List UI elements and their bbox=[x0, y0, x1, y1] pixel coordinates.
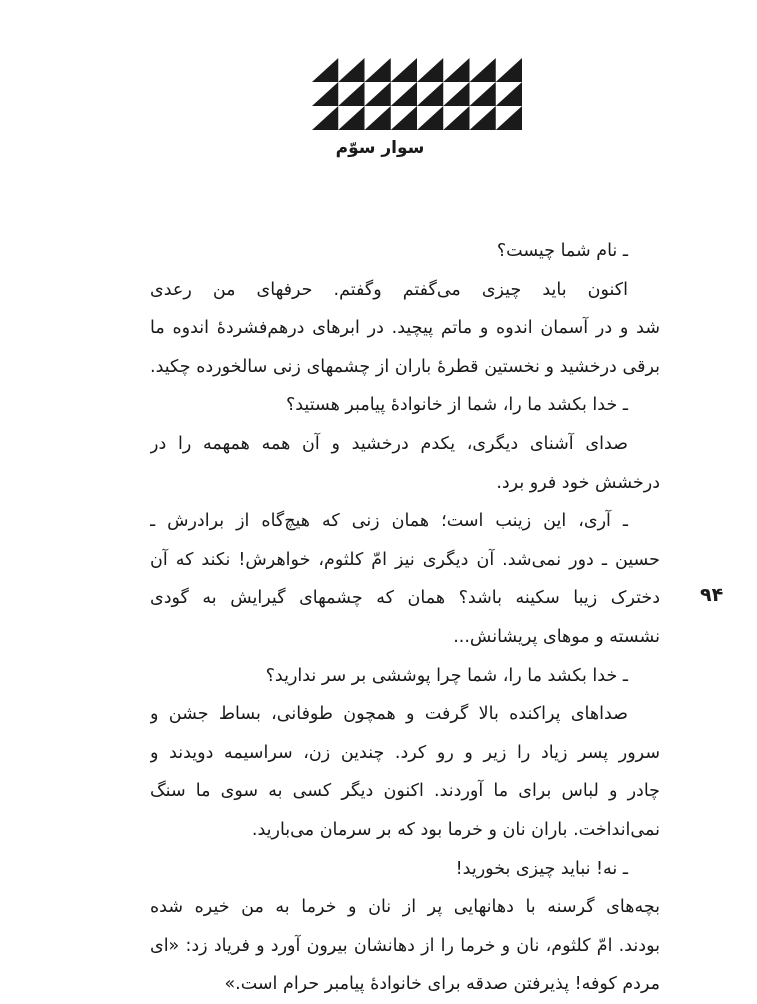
ornament-triangle bbox=[443, 106, 469, 130]
text-line: ـ نام شما چیست؟ bbox=[496, 241, 628, 261]
text-line: بچه‌های گرسنه با دهانهایی پر از نان و خرما به من خیره شده bbox=[150, 897, 660, 918]
ornament-triangle bbox=[365, 58, 391, 82]
ornament-triangle bbox=[470, 106, 496, 130]
text-line: حسین ـ دور نمی‌شد. آن دیگری نیز امّ کلثوم، خواهرش! نکند که آن bbox=[150, 549, 660, 570]
text-line: چادر و لباس برای ما آوردند. اکنون دیگر کسی به سوی ما سنگ bbox=[150, 781, 660, 802]
text-line: صدای آشنای دیگری، یکدم درخشید و آن همه همهمه را در bbox=[150, 433, 628, 454]
ornament-triangle bbox=[391, 106, 417, 130]
ornament-triangle bbox=[417, 106, 443, 130]
text-line: درخشش خود فرو برد. bbox=[496, 472, 660, 493]
text-line: ـ خدا بکشد ما را، شما از خانوادهٔ پیامبر هستید؟ bbox=[285, 395, 628, 416]
text-line: نمی‌انداخت. باران نان و خرما بود که بر سرمان می‌بارید. bbox=[251, 819, 660, 840]
text-line: نشسته و موهای پریشانش... bbox=[453, 626, 660, 647]
chapter-title: سوار سوّم bbox=[335, 138, 425, 158]
ornament-triangle bbox=[496, 106, 522, 130]
ornament-triangle bbox=[443, 58, 469, 82]
ornament-triangle bbox=[312, 106, 338, 130]
ornament-triangle bbox=[417, 82, 443, 106]
ornament-triangle bbox=[312, 58, 338, 82]
text-line: ـ آری، این زینب است؛ همان زنی که هیچ‌گاه از برادرش ـ bbox=[150, 511, 628, 532]
text-line: سرور پسر زیاد را زیر و رو کرد. چندین زن، سراسیمه دویدند و bbox=[150, 742, 660, 763]
text-line: ـ نه! نباید چیزی بخورید! bbox=[455, 858, 628, 879]
text-line: برقی درخشید و نخستین قطرهٔ باران از چشمهای زنی سالخورده چکید. bbox=[150, 356, 660, 377]
ornament-triangle bbox=[496, 58, 522, 82]
text-line: ـ خدا بکشد ما را، شما چرا پوششی بر سر ندارید؟ bbox=[265, 665, 628, 686]
ornament-triangle bbox=[391, 82, 417, 106]
ornament-triangle bbox=[312, 82, 338, 106]
ornament-triangle bbox=[417, 58, 443, 82]
text-line: شد و در آسمان اندوه و ماتم پیچید. در ابرهای درهم‌فشردهٔ اندوه ما bbox=[150, 318, 660, 339]
ornament-triangle bbox=[470, 58, 496, 82]
ornament-triangle bbox=[365, 82, 391, 106]
ornament-triangle bbox=[365, 106, 391, 130]
ornament-triangle bbox=[338, 106, 364, 130]
text-line: دخترک زیبا سکینه باشد؟ همان که چشمهای گیرایش به گودی bbox=[150, 588, 660, 609]
ornament-triangle bbox=[496, 82, 522, 106]
ornament-triangle bbox=[470, 82, 496, 106]
text-line: اکنون باید چیزی می‌گفتم وگفتم. حرفهای من رعدی bbox=[150, 279, 628, 300]
text-line: بودند. امّ کلثوم، نان و خرما را از دهانشان بیرون آورد و فریاد زد: «ای bbox=[150, 935, 660, 956]
body-text bbox=[150, 232, 660, 1004]
ornament-triangle bbox=[443, 82, 469, 106]
ornament-triangle bbox=[338, 58, 364, 82]
text-line: مردم کوفه! پذیرفتن صدقه برای خانوادهٔ پیامبر حرام است.» bbox=[224, 974, 660, 995]
ornament-triangle bbox=[391, 58, 417, 82]
text-line: صداهای پراکنده بالا گرفت و همچون طوفانی، بساط جشن و bbox=[150, 704, 628, 725]
triangle-ornament bbox=[312, 58, 522, 130]
page-number: ۹۴ bbox=[700, 584, 724, 606]
ornament-triangle bbox=[338, 82, 364, 106]
